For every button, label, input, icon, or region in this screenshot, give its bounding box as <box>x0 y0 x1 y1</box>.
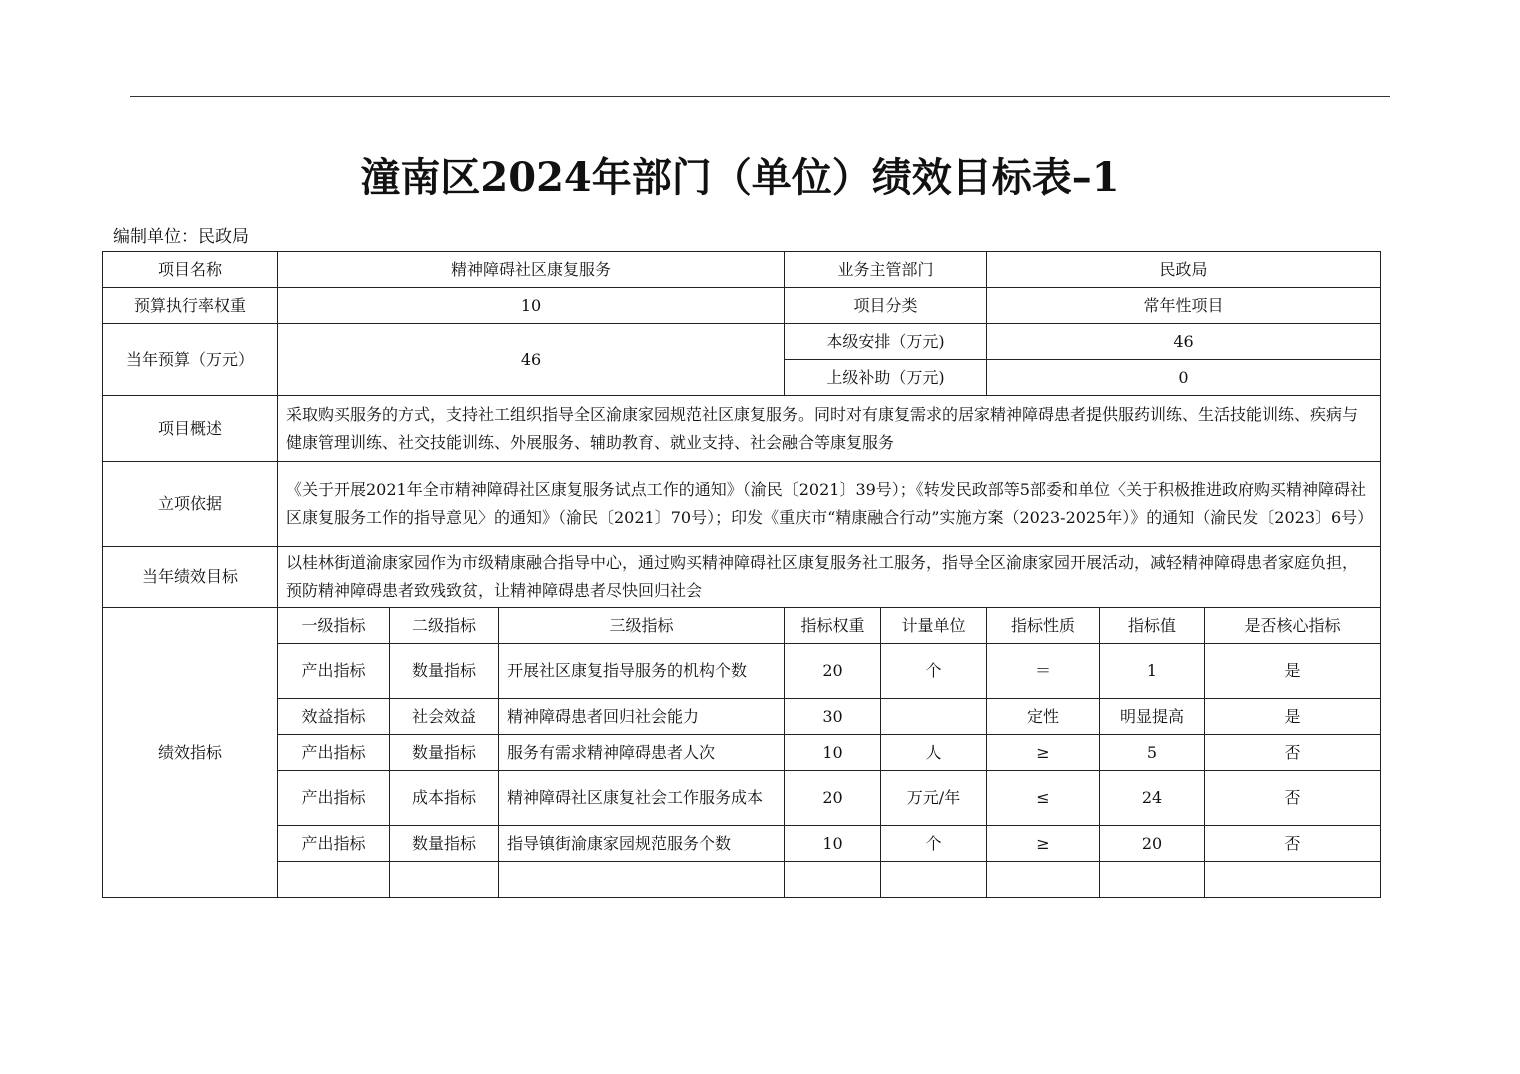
row-value: 1 <box>1100 644 1205 699</box>
row-value: 24 <box>1100 771 1205 826</box>
header-nature: 指标性质 <box>987 608 1100 644</box>
indicators-label: 绩效指标 <box>103 608 278 898</box>
row-unit: 个 <box>881 644 987 699</box>
row-level1: 产出指标 <box>278 735 390 771</box>
row-weight: 10 <box>785 826 881 862</box>
row-core: 否 <box>1205 826 1381 862</box>
header-level3: 三级指标 <box>499 608 785 644</box>
row-level3: 开展社区康复指导服务的机构个数 <box>499 644 785 699</box>
table-row <box>103 735 1381 771</box>
row-level2: 成本指标 <box>390 771 499 826</box>
overview-label: 项目概述 <box>103 396 278 462</box>
weight-label: 预算执行率权重 <box>103 288 278 324</box>
category-value: 常年性项目 <box>987 288 1381 324</box>
category-label: 项目分类 <box>785 288 987 324</box>
upper-subsidy-value: 0 <box>987 360 1381 396</box>
row-unit: 人 <box>881 735 987 771</box>
header-level2: 二级指标 <box>390 608 499 644</box>
row-core <box>1205 862 1381 898</box>
header-level1: 一级指标 <box>278 608 390 644</box>
overview-text: 采取购买服务的方式，支持社工组织指导全区渝康家园规范社区康复服务。同时对有康复需求的居家精神障碍患者提供服药训练、生活技能训练、疾病与健康管理训练、社交技能训练、外展服务、辅助教育、就业支持、社会融合等康复服务 <box>278 396 1381 462</box>
row-level2: 社会效益 <box>390 699 499 735</box>
row-unit: 个 <box>881 826 987 862</box>
row-level1: 产出指标 <box>278 771 390 826</box>
row-core: 否 <box>1205 771 1381 826</box>
row-weight: 20 <box>785 771 881 826</box>
table-row <box>103 699 1381 735</box>
goal-label: 当年绩效目标 <box>103 547 278 608</box>
row-level1: 产出指标 <box>278 826 390 862</box>
basis-label: 立项依据 <box>103 462 278 547</box>
row-weight <box>785 862 881 898</box>
row-unit <box>881 699 987 735</box>
row-core: 否 <box>1205 735 1381 771</box>
row-nature: ≤ <box>987 771 1100 826</box>
project-name-value: 精神障碍社区康复服务 <box>278 252 785 288</box>
budget-value: 46 <box>278 324 785 396</box>
dept-value: 民政局 <box>987 252 1381 288</box>
row-core: 是 <box>1205 644 1381 699</box>
row-nature <box>987 862 1100 898</box>
row-weight: 30 <box>785 699 881 735</box>
goal-text: 以桂林街道渝康家园作为市级精康融合指导中心，通过购买精神障碍社区康复服务社工服务，指导全区渝康家园开展活动，减轻精神障碍患者家庭负担，预防精神障碍患者致残致贫，让精神障碍患者尽快回归社会 <box>278 547 1381 608</box>
row-unit <box>881 862 987 898</box>
header-value: 指标值 <box>1100 608 1205 644</box>
row-level3: 精神障碍社区康复社会工作服务成本 <box>499 771 785 826</box>
compiling-unit: 编制单位：民政局 <box>113 227 249 247</box>
row-value: 5 <box>1100 735 1205 771</box>
weight-value: 10 <box>278 288 785 324</box>
table-row <box>103 862 1381 898</box>
page-title: 潼南区2024年部门（单位）绩效目标表–1 <box>360 154 1120 201</box>
local-budget-value: 46 <box>987 324 1381 360</box>
row-unit: 万元/年 <box>881 771 987 826</box>
table-row <box>103 644 1381 699</box>
row-weight: 20 <box>785 644 881 699</box>
performance-target-table <box>102 251 1381 898</box>
dept-label: 业务主管部门 <box>785 252 987 288</box>
row-level2 <box>390 862 499 898</box>
row-level2: 数量指标 <box>390 644 499 699</box>
row-nature: ＝ <box>987 644 1100 699</box>
row-level2: 数量指标 <box>390 735 499 771</box>
header-rule <box>130 96 1390 97</box>
row-level3: 精神障碍患者回归社会能力 <box>499 699 785 735</box>
header-unit: 计量单位 <box>881 608 987 644</box>
row-value: 明显提高 <box>1100 699 1205 735</box>
table-row <box>103 771 1381 826</box>
row-value <box>1100 862 1205 898</box>
row-level1: 效益指标 <box>278 699 390 735</box>
row-value: 20 <box>1100 826 1205 862</box>
row-level3: 指导镇街渝康家园规范服务个数 <box>499 826 785 862</box>
budget-label: 当年预算（万元） <box>103 324 278 396</box>
header-core: 是否核心指标 <box>1205 608 1381 644</box>
local-budget-label: 本级安排（万元) <box>785 324 987 360</box>
project-name-label: 项目名称 <box>103 252 278 288</box>
table-row <box>103 826 1381 862</box>
row-level3 <box>499 862 785 898</box>
row-weight: 10 <box>785 735 881 771</box>
row-level1 <box>278 862 390 898</box>
row-level3: 服务有需求精神障碍患者人次 <box>499 735 785 771</box>
indicator-header-row <box>103 608 1381 644</box>
row-nature: ≥ <box>987 826 1100 862</box>
upper-subsidy-label: 上级补助（万元) <box>785 360 987 396</box>
row-nature: 定性 <box>987 699 1100 735</box>
header-weight: 指标权重 <box>785 608 881 644</box>
row-core: 是 <box>1205 699 1381 735</box>
row-nature: ≥ <box>987 735 1100 771</box>
basis-text: 《关于开展2021年全市精神障碍社区康复服务试点工作的通知》（渝民〔2021〕39号）；《转发民政部等5部委和单位〈关于积极推进政府购买精神障碍社区康复服务工作的指导意见〉的通知》（渝民〔2021〕70号）；印发《重庆市“精康融合行动”实施方案（2023-2025年）》的通知（渝民发〔2023〕6号） <box>278 462 1381 547</box>
row-level1: 产出指标 <box>278 644 390 699</box>
row-level2: 数量指标 <box>390 826 499 862</box>
